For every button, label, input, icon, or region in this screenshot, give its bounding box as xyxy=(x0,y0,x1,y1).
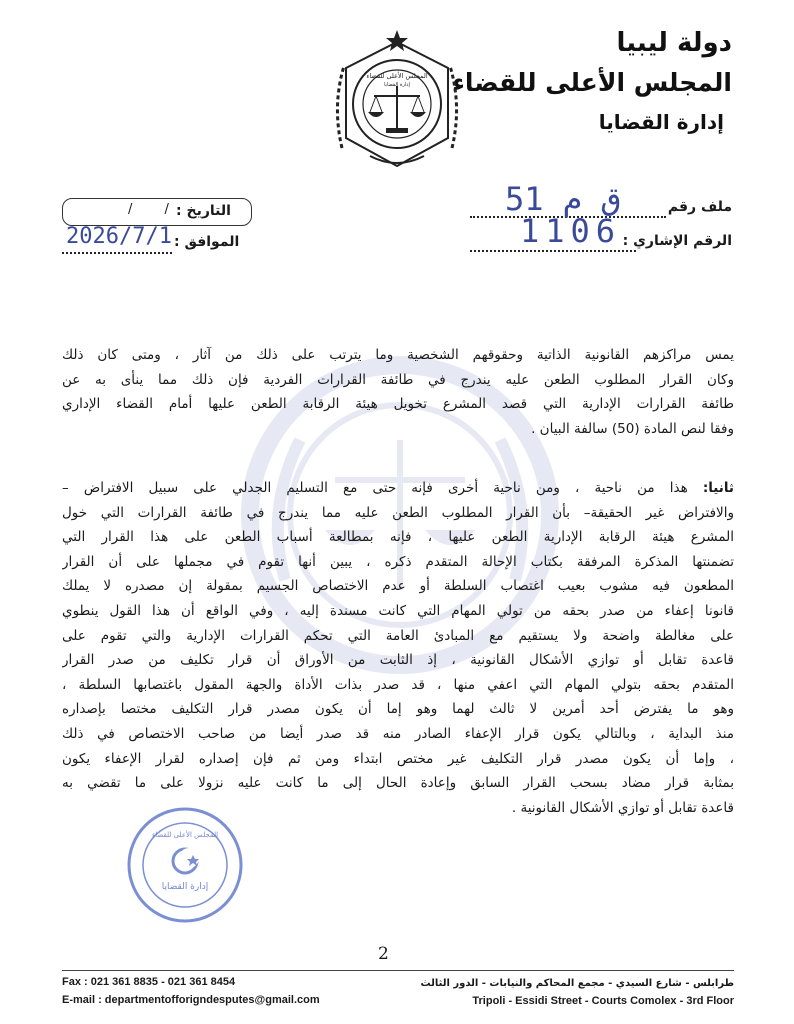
judiciary-emblem xyxy=(330,28,465,173)
footer-email: E-mail : departmentofforigndesputes@gmail.com xyxy=(62,994,320,1006)
footer-fax: Fax : 021 361 8835 - 021 361 8454 xyxy=(62,976,236,988)
file-number-handwritten: 51 ق م xyxy=(505,180,621,218)
text-line: والافتراض غير الحقيقة– بأن القرار المطلوب الطعن عليه مما يندرج في طائفة القرارات التي خول xyxy=(62,504,734,521)
text-line: وكان القرار المطلوب الطعن عليه يندرج في طائفة القرارات الفردية فإن ذلك مما ينأى به عن xyxy=(62,371,734,388)
stamp-text: إدارة القضايا xyxy=(161,882,209,892)
section-heading: ثانيا: xyxy=(702,480,734,496)
emblem-inner-text: المجلس الأعلى للقضاء xyxy=(366,72,428,80)
footer-address-en: Tripoli - Essidi Street - Courts Comolex - 3rd Floor xyxy=(472,995,734,1007)
text-line: تضمنتها المذكرة المرفقة بكتاب الإحالة المتقدم ذكره ، يبين أنها تقوم في مجملها على أن القرار xyxy=(62,553,734,570)
official-stamp xyxy=(125,805,245,925)
footer-divider xyxy=(62,970,734,971)
corresponding-date-label: الموافق : xyxy=(174,234,240,250)
text-line: على مغالطة واضحة ولا يستقيم مع المبادئ العامة التي تحكم القرارات الإدارية والتي تقوم على xyxy=(62,627,734,644)
header-department: إدارة القضايا xyxy=(598,110,724,134)
text-line: المشرع هيئة الرقابة الإدارية الطعن عليها ، فإنه بمطالعة أسباب الطعن على هذا القرار التي xyxy=(62,529,734,546)
corresponding-date-handwritten: 2026/7/1 xyxy=(66,224,172,249)
text-line: المتقدم بحقه بتولي المهام التي اعفي منها ، قد صدر بذات الأداة والجهة المقول باغتصابها السلطة ، xyxy=(62,676,734,693)
text-line: يمس مراكزهم القانونية الذاتية وحقوقهم الشخصية وما يترتب على ذلك من آثار ، ومتى كان ذلك xyxy=(62,347,734,363)
text-line: وهو ما يفترض أحد أمرين لا ثالث لهما وهو إما أن يكون مصدر قرار التكليف مختصا بإصداره xyxy=(62,701,734,718)
text-line-first xyxy=(62,476,734,501)
corresponding-date-dots xyxy=(62,252,172,254)
text-line: وفقا لنص المادة (50) سالفة البيان . xyxy=(531,420,734,437)
header-council: المجلس الأعلى للقضاء xyxy=(452,68,732,97)
date-value: / / xyxy=(128,202,183,217)
paragraph-2 xyxy=(62,476,734,820)
text-line: بمثابة قرار مضاد بسحب القرار السابق وإعادة الحال إلى ما كانت عليه نزولا على ما تقضي به xyxy=(62,775,734,792)
footer-address-ar: طرابلس - شارع السيدي - مجمع المحاكم والنيابات - الدور الثالث xyxy=(420,978,734,989)
file-number-label: ملف رقم xyxy=(667,199,732,215)
emblem-inner-sub: إدارة القضايا xyxy=(384,82,410,88)
text-line: طائفة القرارات الإدارية التي قصد المشرع تخويل هيئة الرقابة الطعن عليها أمام القضاء الإداري xyxy=(62,396,734,413)
date-label: التاريخ : xyxy=(176,203,231,219)
header-country: دولة ليبيا xyxy=(616,28,732,58)
text-line: قانونا إعفاء من صدر بحقه من تولي المهام التي كانت مسندة إليه ، وفي الواقع أن هذا القول ينطوي xyxy=(62,602,734,619)
text-line: قاعدة تقابل أو توازي الأشكال القانونية ، إذ الثابت من الأوراق أن قرار تكليف من صدر القرار xyxy=(62,652,734,669)
text-line-first-body: هذا من ناحية ، ومن ناحية أخرى فإنه حتى مع التسليم الجدلي على سبيل الافتراض – xyxy=(62,480,688,496)
text-line: ، وإما أن يكون مصدر قرار التكليف غير مختص ابتداء ومن ثم فإن إصداره لقرار الإعفاء يكون xyxy=(62,750,734,767)
reference-number-label: الرقم الإشاري : xyxy=(622,233,732,249)
reference-number-dots xyxy=(470,250,636,252)
page-number: 2 xyxy=(378,944,389,964)
paragraph-1 xyxy=(62,343,734,441)
text-line: منذ البداية ، وبالتالي يكون قرار الإعفاء الصادر منه قد صدر أيضا من صاحب الاختصاص في ذلك xyxy=(62,725,734,742)
text-line: قاعدة تقابل أو توازي الأشكال القانونية . xyxy=(511,799,734,816)
stamp-sub: المجلس الأعلى للقضاء xyxy=(151,831,219,839)
text-line: المطعون فيه مشوب بعيب اغتصاب السلطة أو عدم الاختصاص الجسيم بمقولة إن مصدره لا يملك xyxy=(62,578,734,595)
reference-number-handwritten: 1106 xyxy=(520,212,622,250)
